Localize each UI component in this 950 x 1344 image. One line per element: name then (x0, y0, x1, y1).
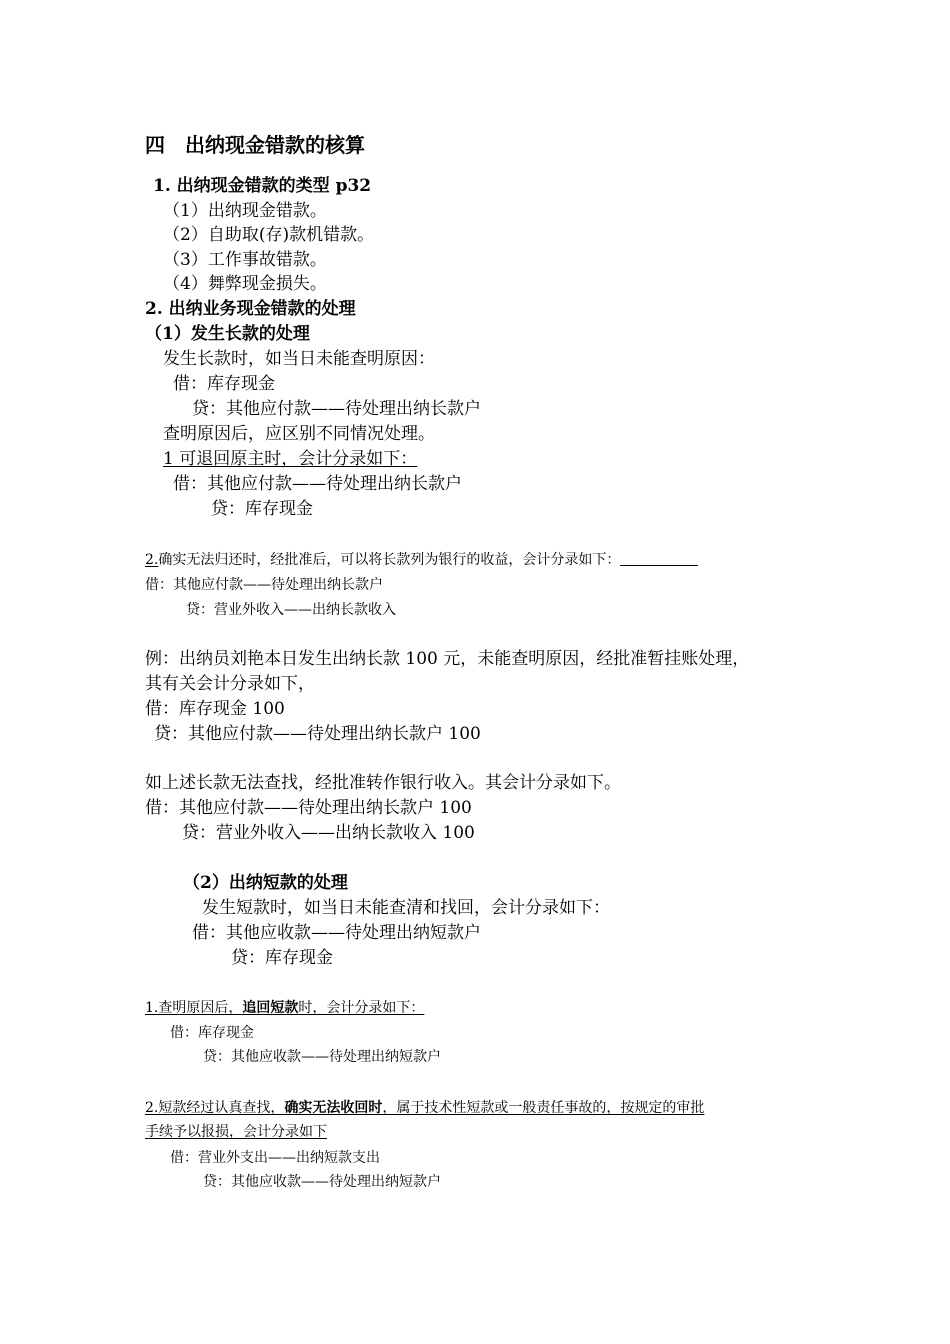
section-heading: 四 出纳现金错款的核算 (145, 133, 365, 157)
short-subtitle: （2）出纳短款的处理 (183, 873, 348, 893)
short-case2-title (145, 1100, 704, 1117)
long-case2-title (145, 552, 698, 569)
example2-credit: 贷：营业外收入——出纳长款收入 100 (182, 823, 475, 843)
example-credit: 贷：其他应付款——待处理出纳长款户 100 (154, 724, 481, 744)
type-item-1: （1）出纳现金错款。 (163, 201, 327, 221)
example2-debit: 借：其他应付款——待处理出纳长款户 100 (145, 798, 472, 818)
short-credit: 贷：库存现金 (231, 948, 333, 968)
short-case2-line2: 手续予以报损，会计分录如下 (145, 1124, 327, 1140)
long-case2-credit: 贷：营业外收入——出纳长款收入 (186, 602, 396, 618)
short-case2-credit: 贷：其他应收款——待处理出纳短款户 (203, 1174, 441, 1190)
long-case2-prefix: 2. (145, 552, 159, 568)
short-case1-title (145, 1000, 424, 1017)
long-after: 查明原因后，应区别不同情况处理。 (163, 424, 435, 444)
short-case1-b: 追回短款 (242, 1000, 299, 1016)
underline-rule (620, 564, 698, 566)
example2-intro: 如上述长款无法查找，经批准转作银行收入。其会计分录如下。 (145, 773, 621, 793)
long-intro: 发生长款时，如当日未能查明原因： (163, 349, 435, 369)
type-item-2: （2）自助取(存)款机错款。 (163, 225, 375, 245)
section1-title: 1. 出纳现金错款的类型 p32 (153, 176, 372, 196)
short-case1-debit: 借：库存现金 (170, 1025, 254, 1041)
short-debit: 借：其他应收款——待处理出纳短款户 (192, 923, 481, 943)
long-case1-debit: 借：其他应付款——待处理出纳长款户 (173, 474, 462, 494)
long-case1-title: 1 可退回原主时，会计分录如下： (163, 449, 418, 469)
long-debit: 借：库存现金 (173, 374, 275, 394)
short-intro: 发生短款时，如当日未能查清和找回，会计分录如下： (202, 898, 610, 918)
example-line-2: 其有关会计分录如下， (145, 674, 315, 694)
short-case1-c: 时，会计分录如下： (298, 1000, 425, 1016)
short-case2-a: 2.短款经过认真查找， (145, 1100, 285, 1116)
long-credit: 贷：其他应付款——待处理出纳长款户 (192, 399, 481, 419)
long-case2-debit: 借：其他应付款——待处理出纳长款户 (145, 577, 383, 593)
section2-title: 2. 出纳业务现金错款的处理 (145, 299, 356, 319)
long-case1-credit: 贷：库存现金 (211, 499, 313, 519)
example-debit: 借：库存现金 100 (145, 699, 285, 719)
example-line-1: 例：出纳员刘艳本日发生出纳长款 100 元，未能查明原因，经批准暂挂账处理， (145, 649, 750, 669)
short-case2-debit: 借：营业外支出——出纳短款支出 (170, 1150, 380, 1166)
short-case1-a: 1.查明原因后， (145, 1000, 243, 1016)
short-case1-credit: 贷：其他应收款——待处理出纳短款户 (203, 1049, 441, 1065)
type-item-4: （4）舞弊现金损失。 (163, 274, 327, 294)
short-case2-b: 确实无法收回时 (284, 1100, 383, 1116)
long-case2-text: 确实无法归还时，经批准后，可以将长款列为银行的收益，会计分录如下： (158, 552, 621, 568)
long-subtitle: （1）发生长款的处理 (145, 324, 310, 344)
short-case2-c: ，属于技术性短款或一般责任事故的，按规定的审批 (382, 1100, 705, 1116)
type-item-3: （3）工作事故错款。 (163, 250, 327, 270)
